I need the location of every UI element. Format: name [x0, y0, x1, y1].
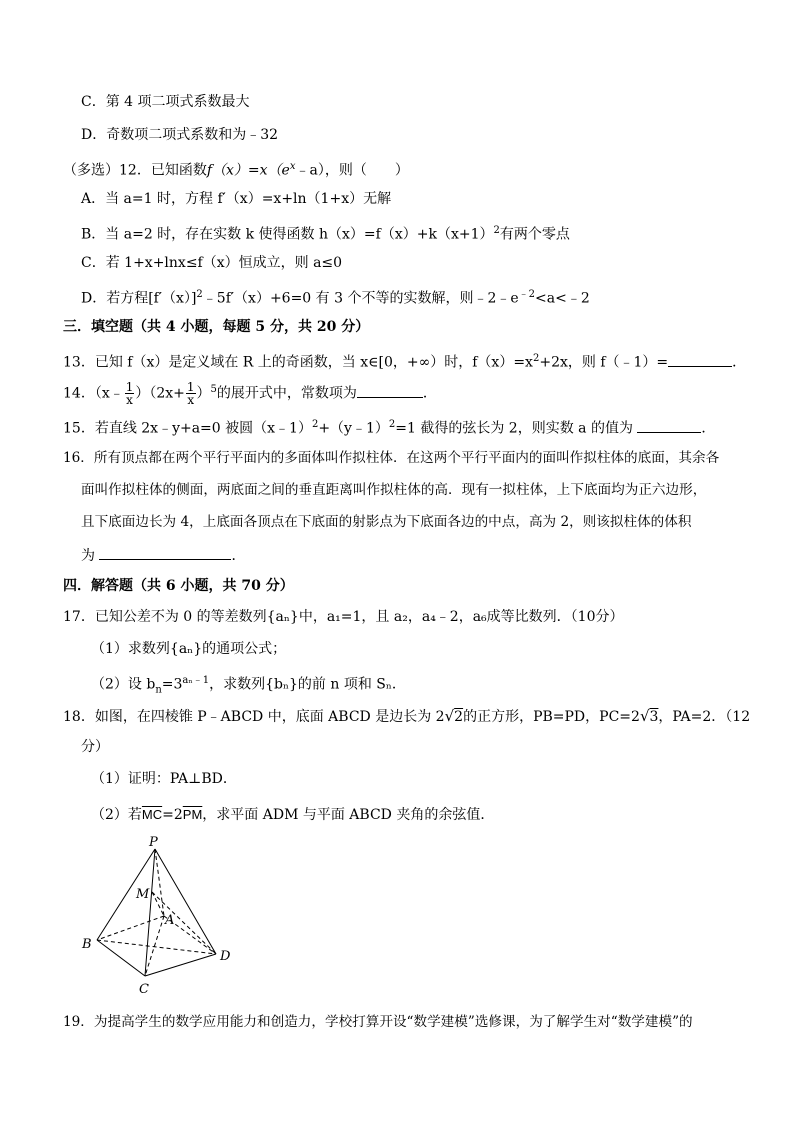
edge-ab	[97, 916, 164, 940]
q18-stem-line-2: 分）	[81, 739, 109, 755]
q16-line-1: 16．所有顶点都在两个平行平面内的多面体叫作拟柱体．在这两个平行平面内的面叫作拟柱体的底面，其余各	[63, 450, 720, 466]
q11-option-c: C．第 4 项二项式系数最大	[81, 94, 250, 110]
q16-line-3: 且下底面边长为 4，上底面各顶点在下底面的射影点为下底面各边的中点，高为 2，则该拟柱体的体积	[81, 514, 692, 530]
q18-part-2: （2）若$\overline{MC}=2\overline{PM}$，求平面 ADM 与平面 ABCD 夹角的余弦值．	[91, 807, 495, 823]
edge-pd	[155, 849, 216, 954]
q12-stem: （多选）12．已知函数$f(x)=x(e^x﹣a)$，则（ ）	[63, 161, 409, 179]
edge-bc	[97, 940, 145, 976]
edge-bd	[97, 940, 216, 954]
answer-blank	[99, 545, 231, 560]
q19-line-1: 19．为提高学生的数学应用能力和创造力，学校打算开设“数学建模”选修课，为了解学生对“数学建模”的	[63, 1014, 693, 1030]
q12-option-b: B．当 a=2 时，存在实数 k 使得函数 $h(x)=f(x)+k(x+1)^2$有两个零点	[81, 225, 570, 243]
q15: 15．若直线 2x﹣y+a=0 被圆（x﹣1）$^2$+（y﹣1）$^2$=1 截得的弦长为 2，则实数 a 的值为 ．	[63, 419, 716, 437]
answer-blank	[637, 418, 701, 433]
q18-part-1: （1）证明：PA⊥BD．	[91, 771, 237, 787]
label-c: C	[139, 982, 149, 997]
section-title-solutions: 四．解答题（共 6 小题，共 70 分）	[63, 578, 294, 594]
q16-line-2: 面叫作拟柱体的侧面，两底面之间的垂直距离叫作拟柱体的高．现有一拟柱体，上下底面均为正六边形，	[81, 482, 707, 498]
q11-option-d: D．奇数项二项式系数和为﹣32	[81, 127, 279, 143]
edge-cd	[145, 954, 216, 976]
edge-ma	[152, 892, 164, 916]
label-m: M	[136, 887, 150, 902]
pyramid-figure	[70, 836, 250, 1000]
q13: 13．已知 f（x）是定义域在 R 上的奇函数，当 x∈[0，+∞）时，$f(x)=x^2+2x$，则 f（﹣1）= ．	[63, 353, 747, 371]
edge-pc	[145, 849, 155, 976]
label-a: A	[165, 913, 175, 928]
q17-part-1: （1）求数列{aₙ}的通项公式；	[91, 641, 287, 657]
label-b: B	[82, 937, 92, 952]
q12-option-a: A．当 a=1 时，方程 f′（x）=x+ln（1+x）无解	[81, 191, 392, 207]
answer-blank	[668, 352, 732, 367]
q12-option-c: C．若 1+x+lnx≤f（x）恒成立，则 a≤0	[81, 255, 343, 271]
q14: 14．（x﹣ $\frac{1}{x}$ ）（2x+ $\frac{1}{x}$ ）$^5$的展开式中，常数项为 ．	[63, 380, 437, 408]
q17-stem: 17．已知公差不为 0 的等差数列{aₙ}中，a₁=1，且 a₂，a₄﹣2，a₆成等比数列．（10分）	[63, 609, 624, 625]
q18-stem-line-1: 18．如图，在四棱锥 P﹣ABCD 中，底面 ABCD 是边长为 2√2的正方形，PB=PD，PC=2√3，PA=2．（12	[63, 707, 751, 725]
q16-line-4: 为 ．	[81, 545, 245, 565]
q17-part-2: （2）设 $b_n=3^{a_n﹣1}$，求数列{bₙ}的前 n 项和 Sₙ．	[91, 675, 406, 696]
label-p: P	[149, 836, 158, 850]
section-title-fill-blank: 三．填空题（共 4 小题，每题 5 分，共 20 分）	[63, 319, 370, 335]
answer-blank	[357, 383, 423, 398]
label-d: D	[220, 949, 231, 964]
q12-option-d: D．若方程$[f'(x)]^2﹣5f'(x)+6=0$ 有 3 个不等的实数解，则$﹣2﹣e^{﹣2}<a<﹣2$	[81, 289, 590, 307]
